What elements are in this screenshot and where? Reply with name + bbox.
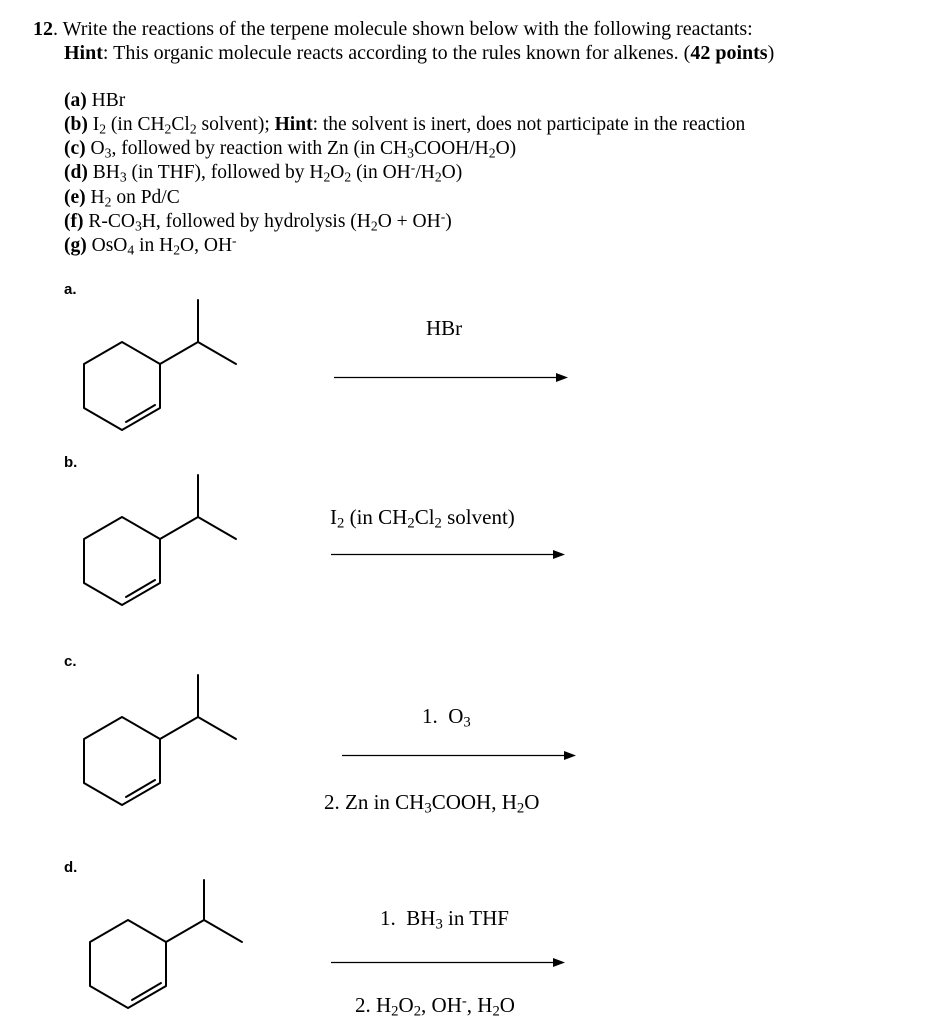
reaction-c-arrow [342,748,582,764]
option-f: (f) $R-CO_3H$, followed by hydrolysis $(H_2O + OH^-)$ [64,208,452,234]
hint-text: This organic molecule reacts according to the rules known for alkenes. [113,42,679,64]
option-label: (f) [64,211,84,232]
option-g: (g) OsO$_4$ in $H_2O$, OH- [64,232,237,258]
option-a: (a) HBr [64,90,126,111]
reaction-d-arrow [331,955,571,971]
reaction-b-arrow [331,547,571,563]
points-label: 42 points [690,42,768,64]
question-line-1: 12. Write the reactions of the terpene molecule shown below with the following reactants: [33,18,753,40]
reaction-d-label: d. [64,859,78,876]
reaction-b-label: b. [64,454,78,471]
question-hint-line: Hint: This organic molecule reacts according to the rules known for alkenes. (42 points) [64,42,775,64]
option-label: (d) [64,162,88,183]
reaction-a-arrow [334,370,574,386]
option-label: (c) [64,138,86,159]
reaction-a-label: a. [64,281,77,298]
option-d: (d) $BH_3$ (in THF), followed by $H_2O_2$ (in $OH^-/H_2O$) [64,159,463,185]
option-e: (e) $H_2$ on Pd/C [64,187,180,210]
hint-label: Hint [64,42,103,64]
option-label: (a) [64,90,87,111]
question-text: Write the reactions of the terpene molecule shown below with the following reactants: [62,18,753,40]
option-label: (b) [64,114,88,135]
reaction-c-step-2: 2. Zn in $CH_3COOH$, $H_2O$ [324,790,540,817]
reaction-c-step-1: 1. $O_3$ [422,704,471,731]
option-label: (g) [64,235,87,256]
option-c: (c) $O_3$, followed by reaction with Zn (in $CH_3COOH/H_2O$) [64,138,517,161]
question-number: 12 [33,18,53,40]
option-b: (b) $I_2$ (in $CH_2Cl_2$ solvent); Hint: the solvent is inert, does not participate in the reaction [64,114,746,137]
reaction-a-reagent: HBr [426,316,463,340]
reaction-d-step-2: 2. $H_2O_2$, OH-, $H_2O$ [355,993,515,1020]
option-label: (e) [64,187,86,208]
reaction-c-label: c. [64,653,77,670]
reaction-d-step-1: 1. $BH_3$ in THF [380,906,509,933]
molecule-d-structure [0,0,300,1024]
reaction-b-reagent: $I_2$ (in $CH_2Cl_2$ solvent) [330,505,515,532]
